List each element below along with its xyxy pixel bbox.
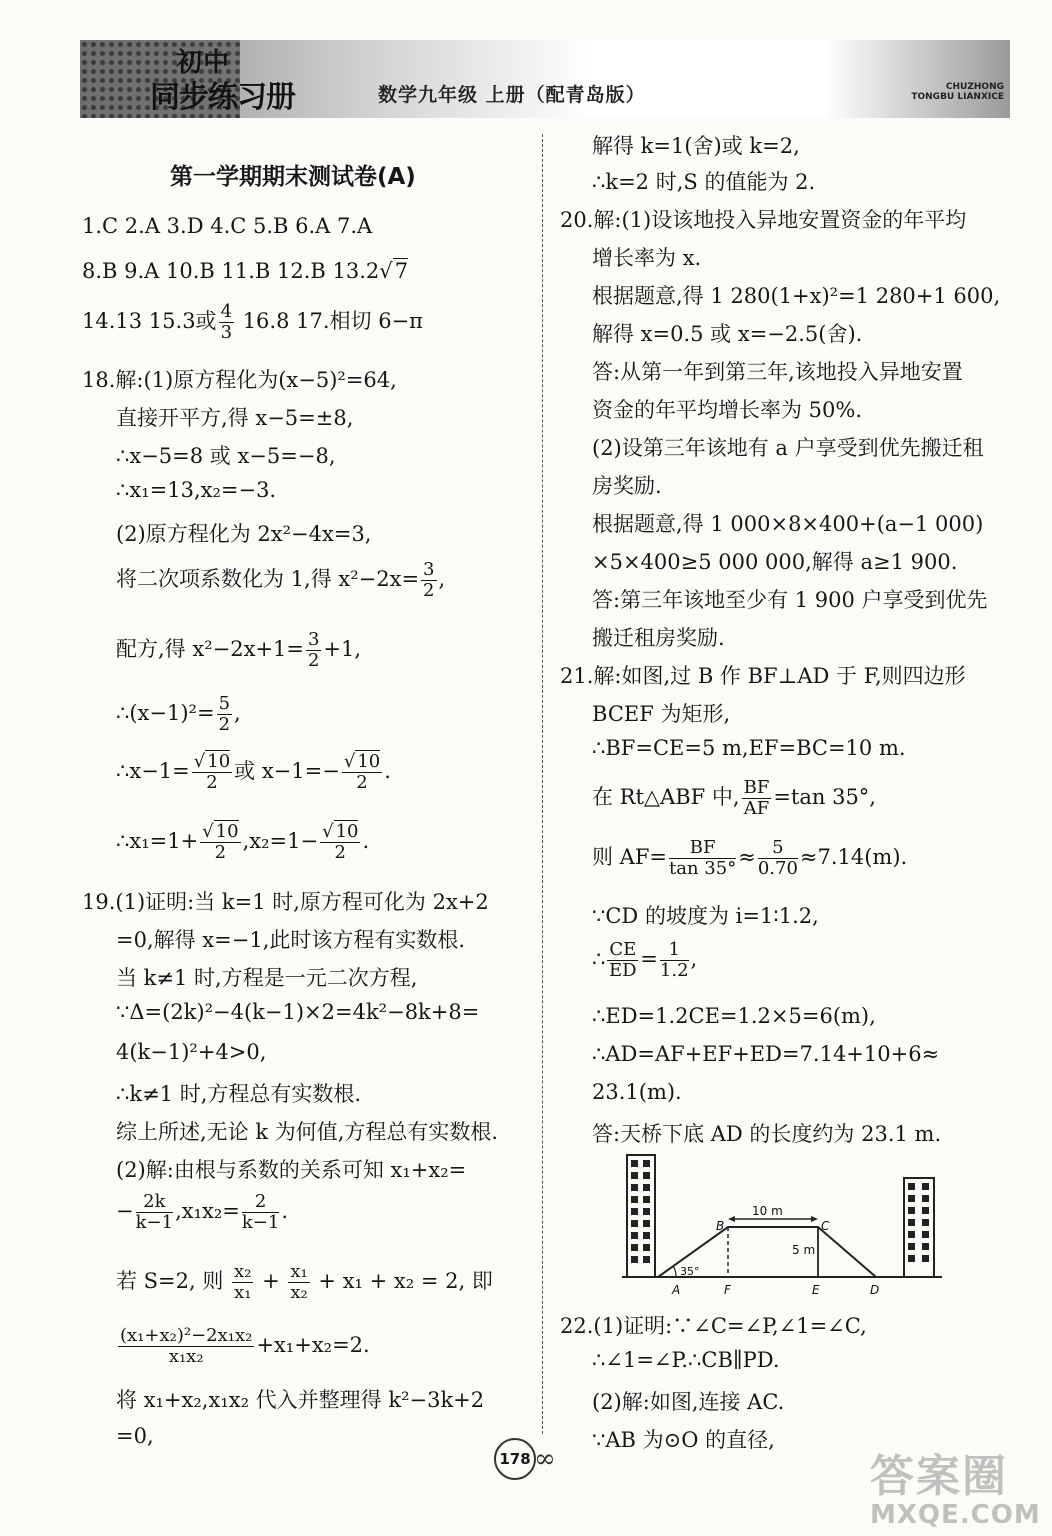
r-line-24: 23.1(m). — [592, 1080, 682, 1104]
fraction: $\frac{5}{2}$ — [218, 693, 231, 735]
fraction-sqrt: $\frac{√ 10}{2}$ — [322, 821, 359, 863]
q19-line-1: 19.(1)证明:当 k=1 时,原方程可化为 2x+2 — [82, 890, 489, 914]
q19-line-10: 若 S=2, 则 $\frac{\text{x₂}}{\text{x₁}}$ + $\frac{\text{x₁}}{\text{x₂}}$ + x₁ + x₂ = 2, 即 — [116, 1261, 493, 1303]
answers-row-3-text-b: 16.8 17.相切 6−π — [236, 308, 423, 333]
answers-row-3-text-a: 14.13 15.3或 — [82, 308, 217, 333]
q18-line-7: 配方,得 x²−2x+1= $\frac{3}{2}$ +1, — [116, 629, 362, 671]
angle-arc — [673, 1266, 676, 1277]
point-a: A — [672, 1283, 681, 1297]
fraction: $\frac{\text{(x₁+x₂)²−2x₁x₂}}{\text{x₁x₂}}$ — [120, 1325, 253, 1367]
q19-line-5: 4(k−1)²+4>0, — [116, 1040, 267, 1064]
r-line-15: 21.解:如图,过 B 作 BF⊥AD 于 F,则四边形 — [560, 664, 966, 688]
label-angle: 35° — [680, 1265, 700, 1278]
fraction-sqrt: $\frac{√ 10}{2}$ — [343, 751, 381, 793]
label-10m: 10 m — [752, 1204, 783, 1218]
watermark-bottom: MXQE.COM — [870, 1500, 1041, 1530]
q19-line-3: 当 k≠1 时,方程是一元二次方程, — [116, 966, 418, 990]
r-line-8: 资金的年平均增长率为 50%. — [592, 398, 863, 422]
q18-line-2: 直接开平方,得 x−5=±8, — [116, 406, 354, 430]
fraction: $\frac{5}{0.70}$ — [757, 837, 798, 879]
point-f: F — [724, 1283, 731, 1297]
point-e: E — [812, 1283, 820, 1297]
q19-line-8: (2)解:由根与系数的关系可知 x₁+x₂= — [116, 1158, 467, 1182]
r-line-20: ∵CD 的坡度为 i=1∶1.2, — [592, 904, 819, 928]
pinyin-line-2: TONGBU LIANXICE — [911, 92, 1004, 102]
q18-line-1: 18.解:(1)原方程化为(x−5)²=64, — [82, 368, 397, 392]
q19-line-2: =0,解得 x=−1,此时该方程有实数根. — [116, 928, 466, 952]
q19-line-11: $\frac{\text{(x₁+x₂)²−2x₁x₂}}{\text{x₁x₂}}$ +x₁+x₂=2. — [120, 1325, 370, 1367]
q19-line-6: ∴k≠1 时,方程总有实数根. — [116, 1082, 362, 1106]
r-line-17: ∴BF=CE=5 m,EF=BC=10 m. — [592, 736, 906, 760]
q19-line-12: 将 x₁+x₂,x₁x₂ 代入并整理得 k²−3k+2 — [116, 1388, 485, 1412]
fraction: $\frac{\text{x₁}}{\text{x₂}}$ — [290, 1261, 308, 1303]
section-title: 第一学期期末测试卷(A) — [170, 164, 416, 190]
r-line-23: ∴AD=AF+EF+ED=7.14+10+6≈ — [592, 1042, 940, 1066]
fraction-4-3: $\frac{4}{3}$ — [220, 301, 233, 343]
q19-line-7: 综上所述,无论 k 为何值,方程总有实数根. — [116, 1120, 499, 1144]
fraction-sqrt: $\frac{√ 10}{2}$ — [202, 821, 239, 863]
label-5m: 5 m — [792, 1243, 816, 1257]
column-divider — [542, 134, 543, 1434]
q18-line-5: (2)原方程化为 2x²−4x=3, — [116, 522, 372, 546]
answers-row-3 — [82, 302, 423, 343]
r-line-12: ×5×400≥5 000 000,解得 a≥1 900. — [592, 550, 958, 574]
r-line-9: (2)设第三年该地有 a 户享受到优先搬迁租 — [592, 436, 984, 460]
fraction: $\frac{3}{2}$ — [423, 559, 435, 601]
r-line-19: 则 AF= $\frac{BF}{\tan 35^\circ}$ ≈ $\frac{5}{0.70}$ ≈7.14(m). — [592, 837, 908, 879]
fraction: $\frac{BF}{AF}$ — [743, 777, 770, 819]
r-line-29: ∵AB 为⊙O 的直径, — [592, 1428, 775, 1452]
fraction-sqrt: $\frac{√ 10}{2}$ — [193, 751, 231, 793]
answers-row-2: 8.B 9.A 10.B 11.B 12.B 13.2√7 — [82, 259, 409, 283]
r-line-7: 答:从第一年到第三年,该地投入异地安置 — [592, 360, 963, 384]
r-line-25: 答:天桥下底 AD 的长度约为 23.1 m. — [592, 1122, 942, 1146]
r-line-16: BCEF 为矩形, — [592, 702, 731, 726]
r-line-6: 解得 x=0.5 或 x=−2.5(舍). — [592, 322, 863, 346]
r-line-22: ∴ED=1.2CE=1.2×5=6(m), — [592, 1004, 876, 1028]
arrow-left — [728, 1216, 735, 1222]
r-line-3: 20.解:(1)设该地投入异地安置资金的年平均 — [560, 208, 967, 232]
r-line-13: 答:第三年该地至少有 1 900 户享受到优先 — [592, 588, 988, 612]
r-line-10: 房奖励. — [592, 474, 662, 498]
q18-line-6: 将二次项系数化为 1,得 x²−2x= $\frac{3}{2}$ , — [116, 559, 446, 601]
left-building — [627, 1155, 655, 1277]
r-line-26: 22.(1)证明:∵∠C=∠P,∠1=∠C, — [560, 1314, 867, 1338]
fraction: $\frac{1}{1.2}$ — [659, 939, 689, 981]
r-line-2: ∴k=2 时,S 的值能为 2. — [592, 170, 816, 194]
watermark — [870, 1440, 1041, 1530]
r-line-4: 增长率为 x. — [592, 246, 702, 270]
q18-line-3: ∴x−5=8 或 x−5=−8, — [116, 444, 336, 468]
fraction: $\frac{CE}{ED}$ — [609, 939, 637, 981]
r-line-5: 根据题意,得 1 280(1+x)²=1 280+1 600, — [592, 284, 1001, 308]
answers-row-1: 1.C 2.A 3.D 4.C 5.B 6.A 7.A — [82, 214, 373, 238]
r-line-27: ∴∠1=∠P.∴CB∥PD. — [592, 1348, 780, 1372]
watermark-top: 答案圈 — [870, 1451, 1008, 1502]
answers-row-2-text: 8.B 9.A 10.B 11.B 12.B 13.2 — [82, 259, 380, 283]
r-line-1: 解得 k=1(舍)或 k=2, — [592, 134, 800, 158]
pinyin-line-1: CHUZHONG — [945, 82, 1004, 92]
page-number: 178 — [494, 1438, 536, 1480]
logo-top-text: 初中 — [176, 48, 231, 78]
page-number-ornament-icon: ∞ — [534, 1444, 556, 1474]
q18-line-10: ∴x₁=1+ $\frac{√ 10}{2}$ ,x₂=1− $\frac{√ 10}{2}$ . — [116, 821, 370, 863]
fraction: $\frac{BF}{\tan 35^\circ}$ — [669, 837, 737, 879]
q19-line-13: =0, — [116, 1424, 154, 1448]
r-line-28: (2)解:如图,连接 AC. — [592, 1390, 785, 1414]
book-title: 数学九年级 上册（配青岛版） — [378, 84, 646, 106]
q19-line-9: − $\frac{2k}{k-1}$ ,x₁x₂= $\frac{2}{k-1}$ . — [116, 1191, 288, 1233]
q18-line-4: ∴x₁=13,x₂=−3. — [116, 478, 277, 502]
arrow-right — [811, 1216, 818, 1222]
page-header — [80, 40, 1010, 118]
fraction: $\frac{\text{x₂}}{\text{x₁}}$ — [234, 1261, 252, 1303]
r-line-14: 搬迁租房奖励. — [592, 626, 725, 650]
fraction: $\frac{2}{k-1}$ — [241, 1191, 280, 1233]
r-line-11: 根据题意,得 1 000×8×400+(a−1 000) — [592, 512, 984, 536]
r-line-18: 在 Rt△ABF 中, $\frac{BF}{AF}$ =tan 35°, — [592, 777, 876, 819]
right-building — [904, 1178, 934, 1277]
q19-line-4: ∵Δ=(2k)²−4(k−1)×2=4k²−8k+8= — [116, 1000, 480, 1024]
fraction: $\frac{2k}{k-1}$ — [135, 1191, 174, 1233]
logo-bottom-text: 同步练习册 — [150, 80, 295, 115]
fraction: $\frac{3}{2}$ — [307, 629, 320, 671]
q18-line-9: ∴x−1= $\frac{√ 10}{2}$ 或 x−1=− $\frac{√ 10}{2}$ . — [116, 751, 391, 793]
point-c: C — [821, 1219, 830, 1233]
answers-row-2-root: 7 — [394, 259, 409, 283]
r-line-21: ∴ $\frac{CE}{ED}$ = $\frac{1}{1.2}$ , — [592, 939, 698, 981]
header-pinyin — [911, 82, 1004, 102]
q18-line-8: ∴(x−1)²= $\frac{5}{2}$ , — [116, 693, 241, 735]
point-d: D — [870, 1283, 880, 1297]
point-b: B — [716, 1219, 725, 1233]
bridge-diagram — [622, 1150, 942, 1300]
